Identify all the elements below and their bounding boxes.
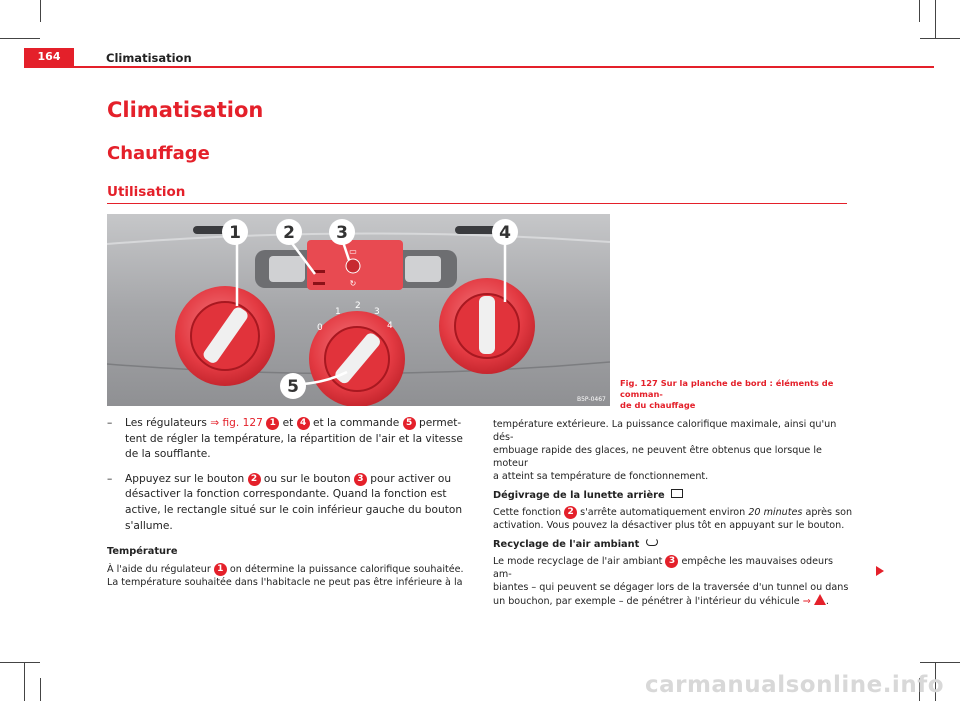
page-number: 164 [37,50,61,63]
callout-5 [280,373,306,399]
crop-mark [0,662,40,663]
crop-mark [40,0,41,22]
subsection-title: Utilisation [107,184,186,200]
crop-mark [920,38,960,39]
svg-text:3: 3 [336,223,348,243]
air-distribution-dial [439,278,535,374]
recirculation-icon: ↻ [349,279,357,288]
crop-mark [935,0,936,38]
page-title: Climatisation [107,98,264,122]
paragraph: température extérieure. La puissance calorifique maximale, ainsi qu'un dés- embuage rapide des glaces, ne peuvent être obtenus que lorsque le moteur a atteint sa température de fonctionnement. [493,419,837,482]
right-column [493,418,853,608]
list-item: – Appuyez sur le bouton 2 ou sur le bouton 3 pour activer ou désactiver la fonction correspondante. Quand la fonction est active, le rectangle situé sur le coin inférieur gauche du bouton s'allume. [107,472,463,532]
rear-defrost-icon [671,489,683,498]
running-header: Climatisation [106,51,192,65]
warning-triangle-icon [814,594,826,605]
subsection-rule [107,203,847,204]
seat-heating-left-button [269,256,305,282]
warning-link[interactable]: ⇒ [802,596,811,607]
svg-text:2: 2 [283,223,295,243]
figure-caption: Fig. 127 Sur la planche de bord : éléments de comman- de du chauffage [620,378,834,410]
defrost-paragraph: Cette fonction 2 s'arrête automatiquement environ 20 minutes après son activation. Vous pouvez la désactiver plus tôt en appuyant sur le bouton. [493,507,853,531]
defrost-heading: Dégivrage de la lunette arrière [493,489,853,502]
figure-link[interactable]: ⇒ fig. 127 [210,417,263,429]
crop-mark [0,38,40,39]
recirculation-icon [646,538,658,546]
figure-code: B5P-0467 [577,396,606,403]
temperature-heading: Température [107,546,178,558]
watermark: carmanualsonline.info [644,672,944,698]
recirculation-heading: Recyclage de l'air ambiant [493,538,853,551]
continue-arrow-icon [876,566,884,576]
crop-mark [920,662,960,663]
dial-number: 1 [335,307,341,317]
temperature-dial [175,286,275,386]
svg-text:4: 4 [499,223,511,243]
callout-4 [492,219,518,245]
temperature-paragraph: À l'aide du régulateur 1 on détermine la puissance calorifique souhaitée. La température souhaitée dans l'habitacle ne peut pas être inférieure à la [107,563,464,588]
left-column [107,416,472,589]
section-title: Chauffage [107,143,210,164]
crop-mark [24,662,25,701]
list-item: – Les régulateurs ⇒ fig. 127 1 et 4 et la commande 5 permet- tent de régler la température, la répartition de l'air et la vitesse de la soufflante. [107,417,463,461]
callout-2 [276,219,302,245]
svg-text:5: 5 [287,377,299,397]
header-rule [24,66,934,68]
dial-number: 2 [355,301,361,311]
callout-3 [329,219,355,245]
recirculation-paragraph: Le mode recyclage de l'air ambiant 3 empêche les mauvaises odeurs am- biantes – qui peuvent se dégager lors de la traversée d'un tunnel ou dans un bouchon, par exemple – de pénétrer à l'intérieur du véhicule ⇒ . [493,556,849,607]
dial-number: 0 [317,323,323,333]
dial-number: 3 [374,307,380,317]
crop-mark [919,0,920,22]
figure-heater-controls [107,214,610,406]
seat-heating-right-button [405,256,441,282]
dial-number: 4 [387,321,393,331]
callout-1 [222,219,248,245]
rear-defrost-icon: ▭ [349,247,357,256]
crop-mark [40,678,41,701]
svg-text:1: 1 [229,223,241,243]
